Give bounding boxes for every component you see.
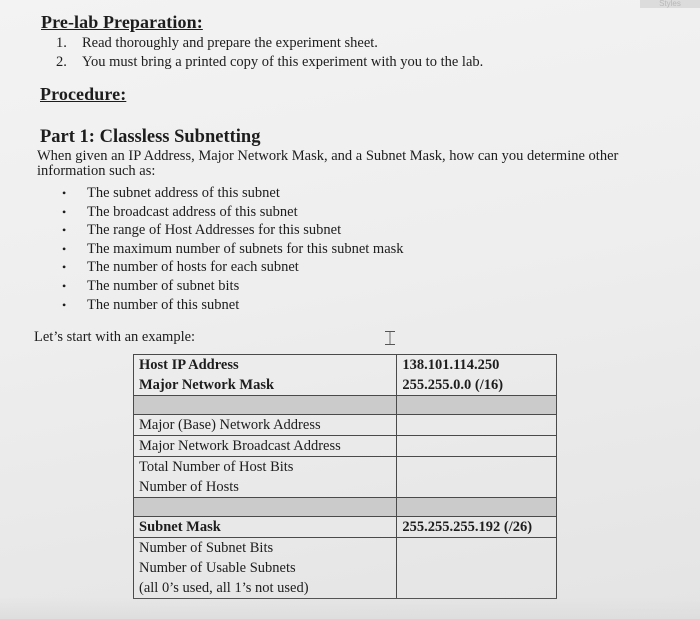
number-of-hosts-label: Number of Hosts: [139, 479, 239, 495]
bullet-icon: •: [62, 186, 67, 200]
styles-tab[interactable]: Styles: [640, 0, 700, 8]
table-separator-row: [134, 396, 557, 415]
example-intro: Let’s start with an example:: [34, 329, 196, 345]
bullet-icon: •: [62, 260, 67, 275]
table-row: [134, 538, 557, 599]
table-row: [134, 355, 557, 396]
subnet-bits-cell[interactable]: [397, 538, 557, 599]
subnet-mask-value: 255.255.255.192 (/26): [402, 519, 533, 535]
list-item: [62, 203, 404, 222]
list-number: 2.: [56, 54, 67, 70]
list-item: [62, 277, 404, 296]
bullet-text: The number of this subnet: [87, 296, 240, 313]
info-bullet-list: [62, 184, 404, 314]
procedure-title: Procedure:: [40, 84, 127, 104]
major-mask-value: 255.255.0.0 (/16): [402, 377, 504, 393]
subnet-bits-label: Number of Subnet Bits: [139, 540, 274, 556]
table-row: [134, 415, 557, 436]
table-row: [134, 457, 557, 498]
list-item: [62, 296, 404, 315]
prelab-list: [56, 34, 483, 72]
list-item: [62, 258, 404, 277]
host-bits-cell[interactable]: [397, 457, 557, 498]
list-item: [62, 184, 404, 203]
list-item: [56, 53, 483, 72]
host-ip-value: 138.101.114.250: [402, 357, 500, 373]
list-text: Read thoroughly and prepare the experiment sheet.: [82, 35, 378, 51]
page-bottom-shadow: [0, 597, 700, 619]
usable-subnets-label: Number of Usable Subnets: [139, 560, 296, 576]
table-row: [134, 436, 557, 457]
bullet-text: The subnet address of this subnet: [87, 185, 280, 201]
list-item: [56, 34, 483, 53]
list-item: [62, 240, 404, 259]
text-cursor-icon: ⌶: [384, 326, 396, 350]
subnet-mask-label: Subnet Mask: [139, 519, 221, 535]
part1-title: Part 1: Classless Subnetting: [40, 127, 261, 147]
part1-intro: When given an IP Address, Major Network Mask, and a Subnet Mask, how can you determine other information such as:: [37, 148, 619, 179]
major-broadcast-cell[interactable]: [397, 436, 557, 457]
list-number: 1.: [56, 35, 67, 51]
bullet-icon: •: [62, 297, 67, 312]
bullet-icon: •: [62, 278, 67, 293]
usable-subnets-note: (all 0’s used, all 1’s not used): [139, 580, 309, 596]
bullet-text: The range of Host Addresses for this subnet: [87, 222, 342, 239]
major-base-label: Major (Base) Network Address: [139, 417, 321, 433]
bullet-text: The broadcast address of this subnet: [87, 203, 298, 220]
bullet-icon: •: [62, 241, 67, 256]
host-ip-label: Host IP Address: [139, 357, 239, 373]
list-text: You must bring a printed copy of this experiment with you to the lab.: [82, 54, 484, 70]
bullet-text: The number of hosts for each subnet: [87, 259, 299, 276]
total-host-bits-label: Total Number of Host Bits: [139, 459, 294, 475]
table-separator-row: [134, 498, 557, 517]
bullet-text: The maximum number of subnets for this subnet mask: [87, 240, 404, 257]
bullet-icon: •: [62, 223, 67, 238]
major-mask-label: Major Network Mask: [139, 377, 275, 393]
bullet-text: The number of subnet bits: [87, 277, 240, 294]
major-base-cell[interactable]: [397, 415, 557, 436]
prelab-title: Pre-lab Preparation:: [41, 12, 203, 32]
list-item: [62, 221, 404, 240]
bullet-icon: •: [62, 204, 67, 219]
subnetting-table: [133, 354, 557, 599]
table-row: [134, 517, 557, 538]
major-broadcast-label: Major Network Broadcast Address: [139, 438, 341, 454]
